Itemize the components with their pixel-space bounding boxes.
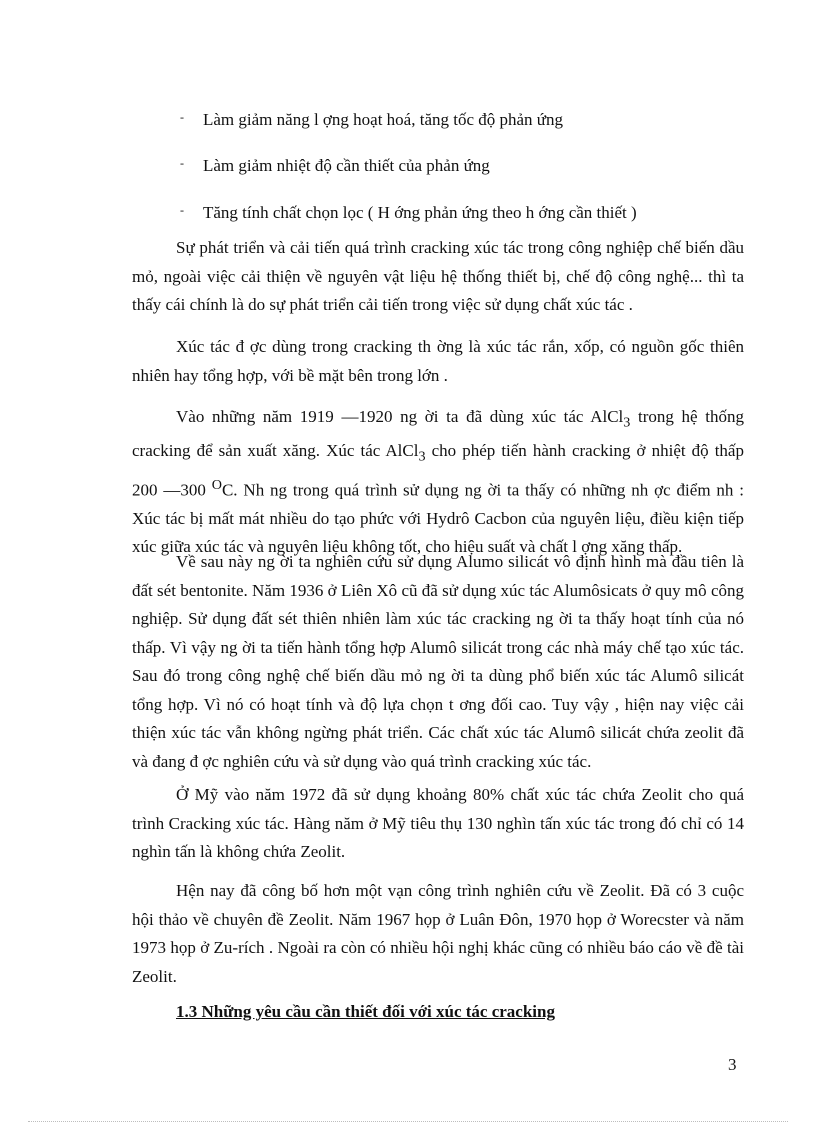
bullet-dash: -: [180, 110, 184, 124]
paragraph-3-part-3: cho phép tiến hành cracking ở nhiệt độ thấp 200 —300: [132, 440, 744, 500]
paragraph-3-part-2: trong hệ thống cracking để sản xuất xăng. Xúc tác AlCl: [132, 407, 744, 460]
bullet-text: Tăng tính chất chọn lọc ( H ớng phản ứng theo h ớng cần thiết ): [203, 203, 637, 222]
paragraph-1: Sự phát triển và cải tiến quá trình cracking xúc tác trong công nghiệp chế biến dầu mỏ, ngoài việc cải thiện về nguyên vật liệu hệ thống thiết bị, chế độ công nghệ... thì ta thấy cái chính là do sự phát triển cải tiến trong việc sử dụng chất xúc tác .: [132, 238, 744, 314]
degree-superscript: O: [211, 476, 222, 493]
paragraph-6: Hện nay đã công bố hơn một vạn công trình nghiên cứu về Zeolit. Đã có 3 cuộc hội thảo về chuyên đề Zeolit. Năm 1967 họp ở Luân Đôn, 1970 họp ở Worecster và năm 1973 họp ở Zu-rích . Ngoài ra còn có nhiều hội nghị khác cũng có nhiều báo cáo về đề tài Zeolit.: [132, 881, 744, 986]
bullet-text: Làm giảm nhiệt độ cần thiết của phản ứng: [203, 156, 490, 175]
bullet-item-2: [180, 152, 490, 177]
bullet-item-3: [180, 199, 637, 224]
paragraph-3-part-4: C. Nh ng trong quá trình sử dụng ng ời ta thấy có những nh ợc điểm nh : Xúc tác bị mất mát nhiều do tạo phức với Hydrô Cacbon của nguyên liệu, điều kiện tiếp xúc giữa xúc tác và nguyên liệu không tốt, cho hiệu suất và chất l ợng xăng thấp.: [132, 480, 744, 557]
paragraph-2: Xúc tác đ ợc dùng trong cracking th ờng là xúc tác rắn, xốp, có nguồn gốc thiên nhiên hay tổng hợp, với bề mặt bên trong lớn .: [132, 337, 744, 385]
subscript-3: 3: [418, 448, 426, 465]
subscript-3: 3: [623, 414, 631, 431]
bullet-text: Làm giảm năng l ợng hoạt hoá, tăng tốc độ phản ứng: [203, 110, 564, 129]
page-number: 3: [728, 1055, 737, 1074]
paragraph-4: Về sau này ng ời ta nghiên cứu sử dụng Alumo silicát vô định hình mà đầu tiên là đất sét bentonite. Năm 1936 ở Liên Xô cũ đã sử dụng xúc tác Alumôsicats ở quy mô công nghiệp. Sử dụng đất sét thiên nhiên làm xúc tác cracking ng ời ta thấy hoạt tính của nó thấp. Vì vậy ng ời ta tiến hành tổng hợp Alumô silicát trong các nhà máy chế tạo xúc tác. Sau đó trong công nghệ chế biến dầu mỏ ng ời ta dùng phổ biến xúc tác Alumô silicát tổng hợp. Vì nó có hoạt tính và độ lựa chọn t ơng đối cao. Tuy vậy , hiện nay việc cải thiện xúc tác vẫn không ngừng phát triển. Các chất xúc tác Alumô silicát chứa zeolit đã và đang đ ợc nghiên cứu và sử dụng vào quá trình cracking xúc tác.: [132, 552, 744, 771]
paragraph-3-part-1: Vào những năm 1919 —1920 ng ời ta đã dùng xúc tác AlCl: [176, 407, 624, 426]
bullet-dash: -: [180, 203, 184, 217]
paragraph-5: Ở Mỹ vào năm 1972 đã sử dụng khoảng 80% chất xúc tác chứa Zeolit cho quá trình Cracking xúc tác. Hàng năm ở Mỹ tiêu thụ 130 nghìn tấn xúc tác trong đó chỉ có 14 nghìn tấn là không chứa Zeolit.: [132, 785, 744, 861]
paragraph-3: [132, 403, 744, 562]
section-heading: 1.3 Những yêu cầu cần thiết đối với xúc tác cracking: [176, 1002, 555, 1021]
bullet-dash: -: [180, 156, 184, 170]
footer-dotted-rule: [28, 1121, 788, 1122]
bullet-item-1: [180, 106, 563, 131]
